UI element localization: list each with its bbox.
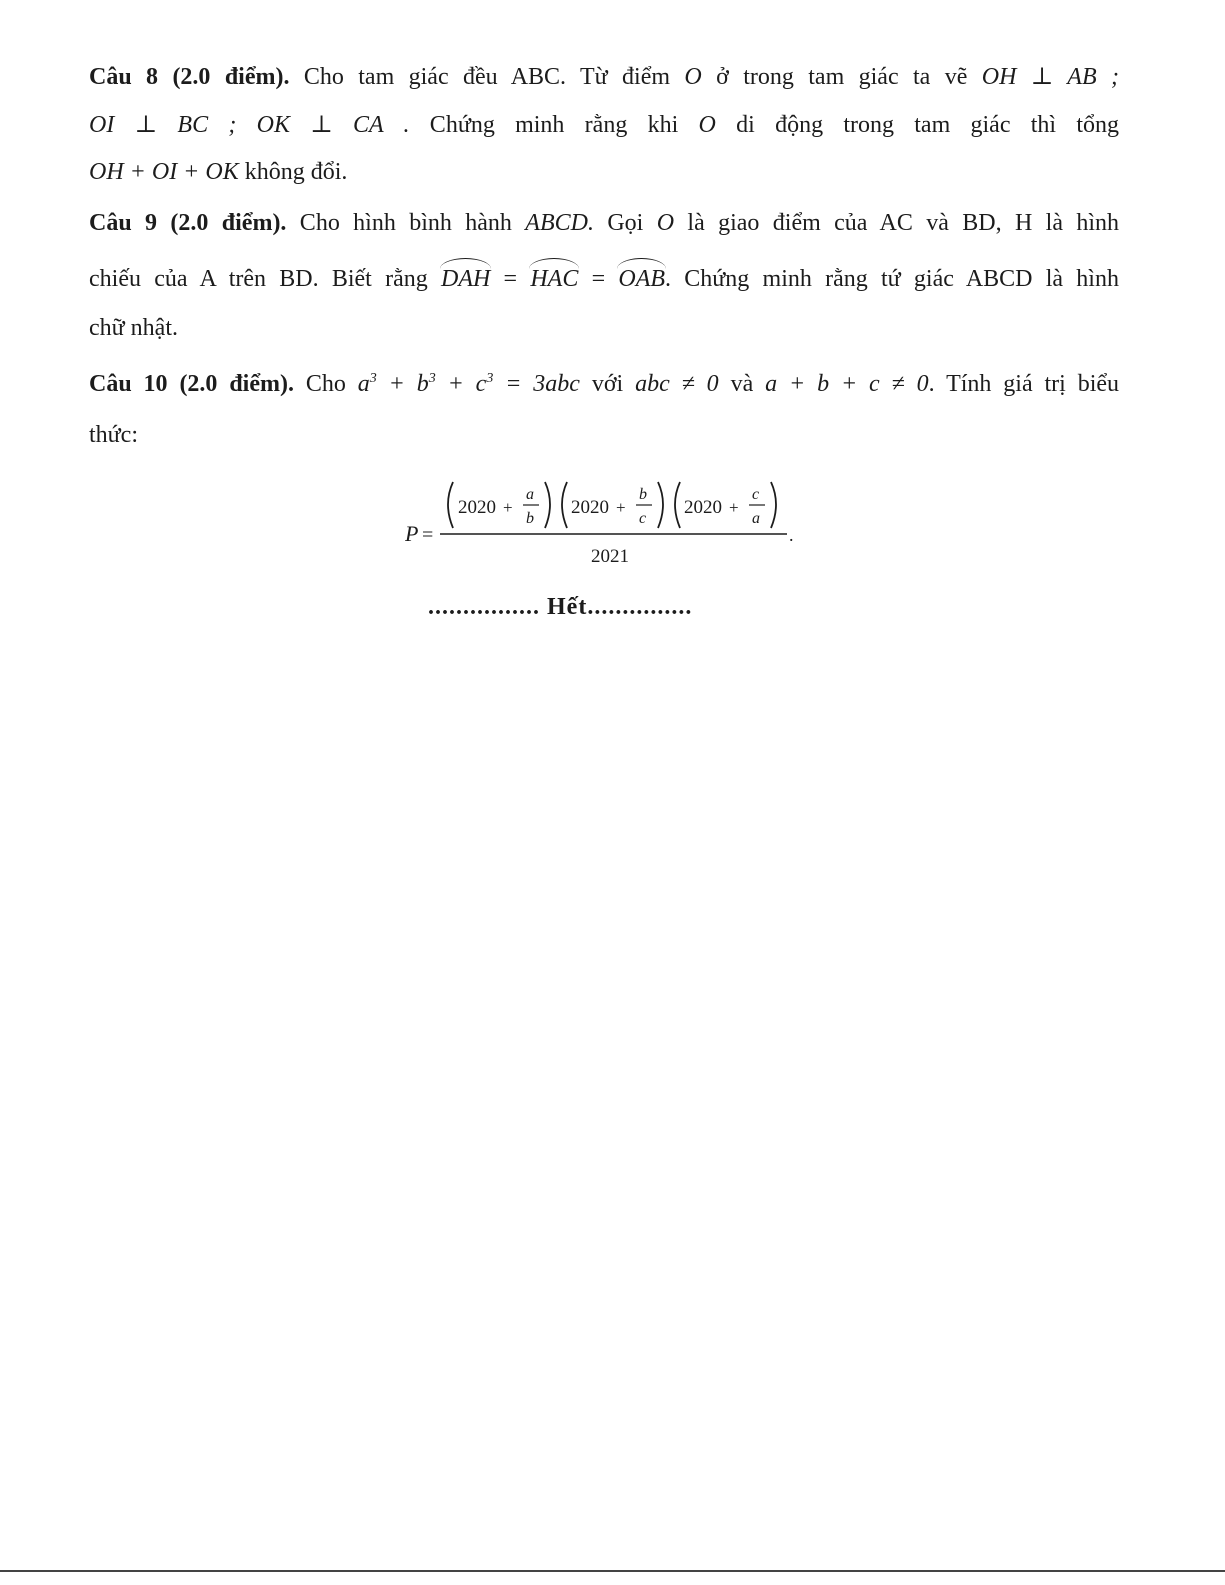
q9-eq-1: = [490, 266, 531, 292]
formula-dot: . [789, 525, 794, 545]
q10-exp-c: 3 [486, 371, 494, 386]
factor-2-number: 2020 [571, 497, 609, 518]
q8-text-1: Cho tam giác đều ABC. Từ điểm [289, 64, 685, 90]
q9-line-2 [89, 264, 1119, 294]
q8-perp-oi-bc: OI ⊥ BC ; [89, 112, 237, 138]
q9-label: Câu 9 (2.0 điểm). [89, 210, 287, 236]
factor-2-plus: + [616, 498, 626, 517]
factor-3-plus: + [729, 498, 739, 517]
factor-3-num: c [752, 486, 760, 503]
q9-text-6: chữ nhật. [89, 315, 178, 341]
end-marker: ................ Hết............... [428, 594, 693, 620]
q8-text-4: di động trong tam giác thì tổng [715, 112, 1119, 138]
q10-text-4: . Tính giá trị biểu [928, 371, 1120, 397]
paren-right-2 [658, 482, 663, 528]
factor-1-number: 2020 [458, 497, 496, 518]
q8-text-3: Chứng minh rằng khi [409, 112, 699, 138]
q8-point-o-2: O [698, 112, 716, 138]
denominator-2021: 2021 [591, 546, 629, 567]
q9-point-o: O [656, 210, 675, 236]
q10-line-1 [89, 369, 1119, 399]
q10-cond-1: abc ≠ 0 [635, 371, 719, 397]
q10-text-1: Cho [293, 371, 358, 397]
factor-3-number: 2020 [684, 497, 722, 518]
q10-rhs: = 3abc [493, 371, 580, 397]
factor-1-den: b [526, 510, 534, 527]
q8-perp-ok-ca: OK ⊥ CA . [256, 112, 410, 138]
factor-2-den: c [639, 510, 647, 527]
q10-text-2: với [579, 371, 636, 397]
q9-text-4: chiếu của A trên BD. Biết rằng [89, 266, 441, 292]
factor-1-num: a [526, 486, 534, 503]
q9-angle-dah: DAH [440, 266, 491, 292]
q9-angle-oab: OAB [618, 266, 666, 292]
q9-angle-hac: HAC [530, 266, 579, 292]
factor-3-den: a [752, 510, 760, 527]
q8-line-3 [89, 157, 1119, 187]
paren-left-2 [562, 482, 567, 528]
q10-var-b: + b [376, 371, 429, 397]
q9-text-2: Gọi [593, 210, 657, 236]
q9-text-3: là giao điểm của AC và BD, H là hình [674, 210, 1120, 236]
q10-exp-a: 3 [369, 371, 377, 386]
q9-line-3 [89, 313, 1119, 343]
paren-left-3 [675, 482, 680, 528]
q9-eq-2: = [578, 266, 619, 292]
q8-label: Câu 8 (2.0 điểm). [89, 64, 290, 90]
paren-right-3 [771, 482, 776, 528]
q9-text-1: Cho hình bình hành [286, 210, 526, 236]
q10-equation [358, 371, 580, 397]
q8-line-1 [89, 62, 1119, 92]
q8-point-o: O [684, 64, 702, 90]
q10-var-c: + c [435, 371, 487, 397]
formula-p [405, 478, 805, 568]
q9-line-1 [89, 208, 1119, 238]
paren-right-1 [545, 482, 550, 528]
q10-line-2 [89, 420, 1119, 450]
q8-sum: OH + OI + OK [89, 159, 239, 185]
q10-exp-b: 3 [428, 371, 436, 386]
q10-var-a: a [357, 371, 370, 397]
paren-left-1 [448, 482, 453, 528]
q10-text-3: và [718, 371, 766, 397]
q8-text-2: ở trong tam giác ta vẽ [701, 64, 982, 90]
q8-text-5: không đổi. [238, 159, 348, 185]
bottom-edge-line [0, 1570, 1225, 1572]
q9-text-5: . Chứng minh rằng tứ giác ABCD là hình [665, 266, 1119, 292]
q10-label: Câu 10 (2.0 điểm). [89, 371, 294, 397]
q9-abcd: ABCD. [525, 210, 594, 236]
q10-cond-2: a + b + c ≠ 0 [765, 371, 929, 397]
factor-1-plus: + [503, 498, 513, 517]
q8-perp-oh-ab: OH ⊥ AB ; [981, 64, 1119, 90]
q10-text-5: thức: [89, 422, 138, 448]
q8-line-2 [89, 110, 1119, 140]
formula-equals: = [422, 524, 434, 546]
formula-p-symbol: P [405, 521, 419, 546]
factor-2-num: b [639, 486, 647, 503]
